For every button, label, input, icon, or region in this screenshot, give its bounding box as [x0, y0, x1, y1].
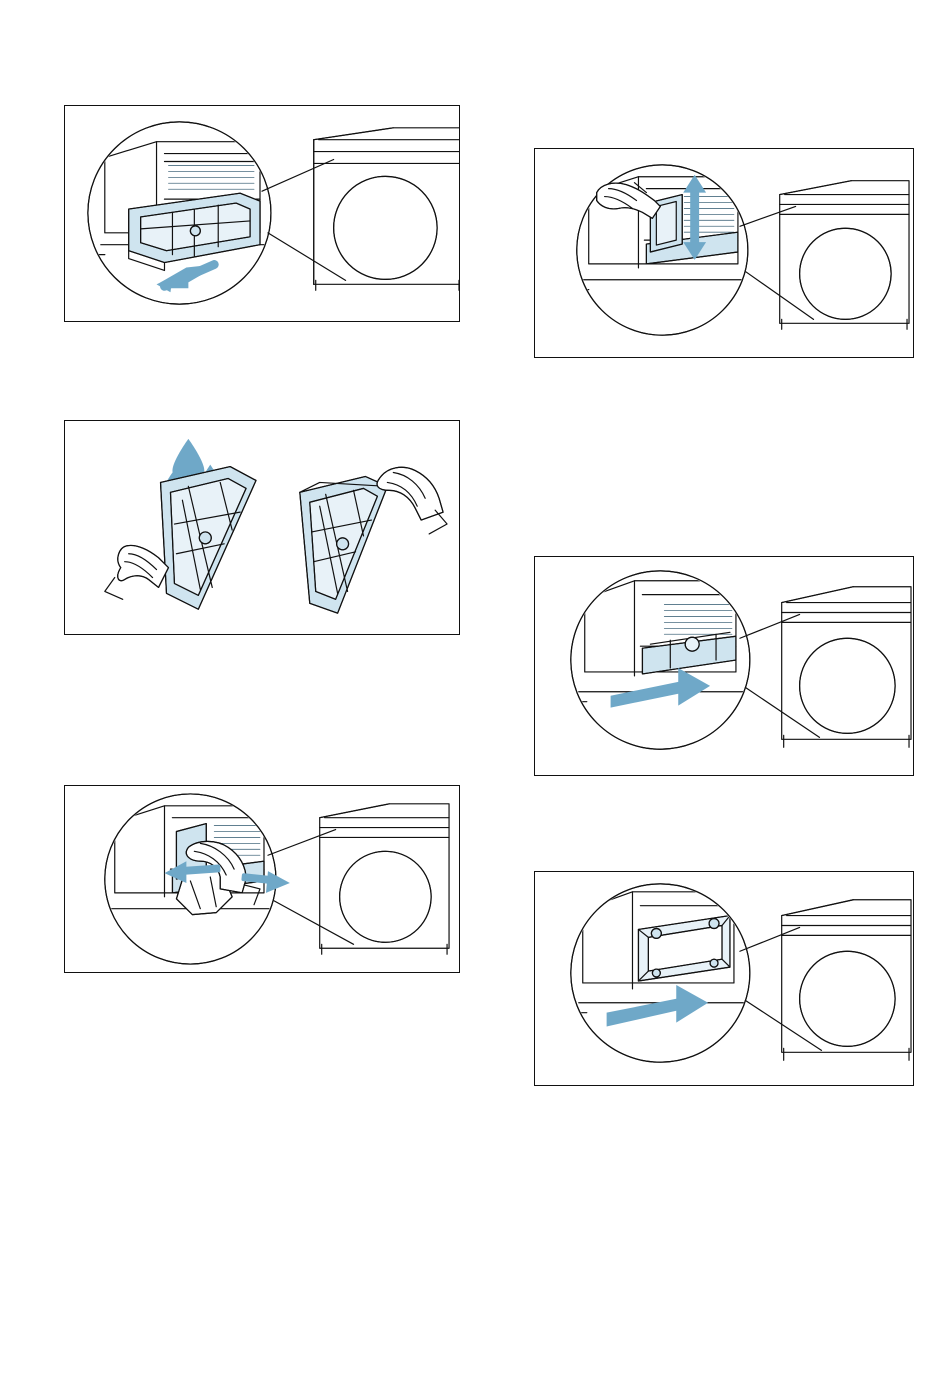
hand-left [105, 545, 169, 599]
figure-caption [65, 321, 66, 322]
appliance-outline [780, 181, 909, 330]
hand-right [377, 467, 447, 534]
appliance-outline [314, 128, 459, 290]
figure-caption [535, 1085, 536, 1086]
figure-rinse-filter-under-water [64, 420, 460, 635]
figure-remove-foam-filter-up-down [534, 148, 914, 358]
figure-caption [535, 357, 536, 358]
appliance-outline [782, 587, 911, 748]
figure-close-lint-filter-drawer [534, 871, 914, 1086]
figure-clean-filter-housing-with-cloth [64, 785, 460, 973]
appliance-outline [782, 900, 911, 1060]
figure-caption [65, 972, 66, 973]
figure-insert-foam-filter [534, 556, 914, 776]
figure-remove-lint-filter [64, 105, 460, 322]
appliance-outline [320, 804, 449, 954]
lint-filter-right-half [300, 476, 388, 613]
figure-caption [535, 775, 536, 776]
figure-caption [65, 634, 66, 635]
lint-filter-left-half [161, 467, 257, 610]
